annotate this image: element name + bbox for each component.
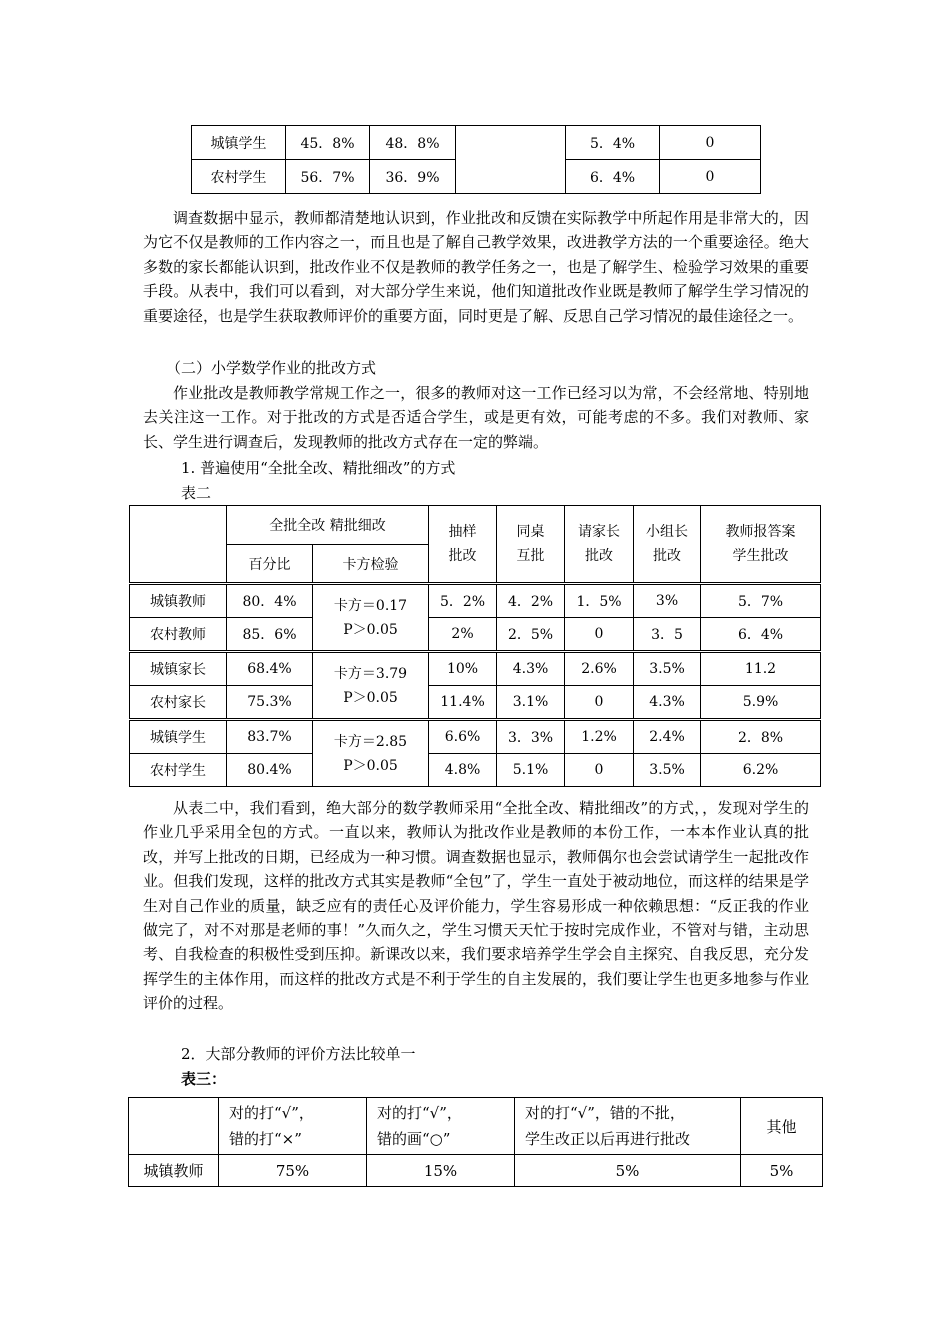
list-item-1: 1. 普遍使用“全批全改、精批细改”的方式 <box>181 459 456 477</box>
header-other: 其他 <box>741 1098 823 1155</box>
header-parent: 请家长 批改 <box>565 506 634 584</box>
table-1-continuation <box>191 125 761 194</box>
cell: 11.2 <box>701 652 821 686</box>
empty-merged-cell <box>456 126 566 194</box>
header-desk: 同桌 互批 <box>497 506 565 584</box>
table-row <box>129 1155 823 1187</box>
table-header-row <box>129 1098 823 1155</box>
cell: 80．4% <box>227 584 313 618</box>
cell: 83.7% <box>227 720 313 754</box>
cell: 48．8% <box>370 126 456 160</box>
cell: 68.4% <box>227 652 313 686</box>
list-item-2: 2．大部分教师的评价方法比较单一 <box>181 1045 416 1063</box>
cell: 36．9% <box>370 160 456 194</box>
paragraph-grading-methods: 作业批改是教师教学常规工作之一，很多的教师对这一工作已经习以为常，不会经常地、特别地去关注这一工作。对于批改的方式是否适合学生，或是更有效，可能考虑的不多。我们对教师、家长、学生进行调查后，发现教师的批改方式存在一定的弊端。 <box>143 384 809 451</box>
header-group: 全批全改 精批细改 <box>227 506 429 545</box>
table-row <box>130 652 821 686</box>
header-method-1: 对的打“√”， 错的打“×” <box>219 1098 367 1155</box>
cell: 2.6% <box>565 652 634 686</box>
row-label: 农村家长 <box>130 686 227 720</box>
cell: 75.3% <box>227 686 313 720</box>
cell: 15% <box>367 1155 515 1187</box>
cell: 6．4% <box>566 160 660 194</box>
cell: 5．4% <box>566 126 660 160</box>
header-method-3: 对的打“√”，错的不批， 学生改正以后再进行批改 <box>515 1098 741 1155</box>
header-leader: 小组长 批改 <box>634 506 701 584</box>
table-row <box>192 126 761 160</box>
row-label: 农村学生 <box>130 754 227 787</box>
row-label: 农村学生 <box>192 160 286 194</box>
cell: 5．2% <box>429 584 497 618</box>
cell: 5% <box>741 1155 823 1187</box>
cell: 2．5% <box>497 618 565 652</box>
table-row <box>130 686 821 720</box>
cell: 5.1% <box>497 754 565 787</box>
cell: 0 <box>565 754 634 787</box>
chi-square-cell: 卡方＝3.79 P＞0.05 <box>313 652 429 720</box>
cell: 10% <box>429 652 497 686</box>
table-2-caption: 表二 <box>181 484 212 502</box>
cell: 2% <box>429 618 497 652</box>
corner-cell <box>129 1098 219 1155</box>
cell: 3．5 <box>634 618 701 652</box>
table-2 <box>129 505 821 787</box>
cell: 5.9% <box>701 686 821 720</box>
row-label: 城镇学生 <box>192 126 286 160</box>
cell: 0 <box>565 686 634 720</box>
row-label: 城镇教师 <box>130 584 227 618</box>
cell: 11.4% <box>429 686 497 720</box>
cell: 4.3% <box>634 686 701 720</box>
header-sample: 抽样 批改 <box>429 506 497 584</box>
table-row <box>130 720 821 754</box>
header-chi: 卡方检验 <box>313 545 429 584</box>
cell: 1．5% <box>565 584 634 618</box>
table-row <box>130 584 821 618</box>
cell: 6.2% <box>701 754 821 787</box>
cell: 0 <box>565 618 634 652</box>
paragraph-analysis: 从表二中，我们看到，绝大部分的数学教师采用“全批全改、精批细改”的方式，，发现对学生的作业几乎采用全包的方式。一直以来，教师认为批改作业是教师的本份工作，一本本作业认真的批改，并写上批改的日期，已经成为一种习惯。调查数据也显示，教师偶尔也会尝试请学生一起批改作业。但我们发现，这样的批改方式其实是教师“全包”了，学生一直处于被动地位，而这样的结果是学生对自己作业的质量，缺乏应有的责任心及评价能力，学生容易形成一种依赖思想：“反正我的作业做完了，对不对那是老师的事！”久而久之，学生习惯天天忙于按时完成作业，不管对与错，主动思考、自我检查的积极性受到压抑。新课改以来，我们要求培养学生学会自主探究、自我反思，充分发挥学生的主体作用，而这样的批改方式是不利于学生的自主发展的，我们要让学生也更多地参与作业评价的过程。 <box>143 799 809 1013</box>
cell: 4.8% <box>429 754 497 787</box>
cell: 3．3% <box>497 720 565 754</box>
chi-square-cell: 卡方＝0.17 P＞0.05 <box>313 584 429 652</box>
chi-square-cell: 卡方＝2.85 P＞0.05 <box>313 720 429 787</box>
paragraph-survey-findings: 调查数据中显示，教师都清楚地认识到，作业批改和反馈在实际教学中所起作用是非常大的，因为它不仅是教师的工作内容之一，而且也是了解自己教学效果，改进教学方法的一个重要途径。绝大多数的家长都能认识到，批改作业不仅是教师的教学任务之一，也是了解学生、检验学习效果的重要手段。从表中，我们可以看到，对大部分学生来说，他们知道批改作业既是教师了解学生学习情况的重要途径，也是学生获取教师评价的重要方面，同时更是了解、反思自己学习情况的最佳途径之一。 <box>143 209 809 325</box>
cell: 1.2% <box>565 720 634 754</box>
section-heading-2: （二）小学数学作业的批改方式 <box>166 359 377 377</box>
cell: 75% <box>219 1155 367 1187</box>
cell: 0 <box>660 126 761 160</box>
cell: 3.1% <box>497 686 565 720</box>
cell: 5．7% <box>701 584 821 618</box>
cell: 56．7% <box>286 160 370 194</box>
cell: 3.5% <box>634 652 701 686</box>
cell: 2．8% <box>701 720 821 754</box>
cell: 4．2% <box>497 584 565 618</box>
cell: 4.3% <box>497 652 565 686</box>
cell: 6．4% <box>701 618 821 652</box>
cell: 3.5% <box>634 754 701 787</box>
cell: 0 <box>660 160 761 194</box>
cell: 6.6% <box>429 720 497 754</box>
table-row <box>130 754 821 787</box>
row-label: 城镇家长 <box>130 652 227 686</box>
row-label: 城镇教师 <box>129 1155 219 1187</box>
cell: 5% <box>515 1155 741 1187</box>
header-teacher: 教师报答案 学生批改 <box>701 506 821 584</box>
header-pct: 百分比 <box>227 545 313 584</box>
cell: 3% <box>634 584 701 618</box>
cell: 80.4% <box>227 754 313 787</box>
corner-cell <box>130 506 227 584</box>
table-row <box>130 618 821 652</box>
row-label: 农村教师 <box>130 618 227 652</box>
header-method-2: 对的打“√”， 错的画“○” <box>367 1098 515 1155</box>
table-3-caption: 表三： <box>181 1070 227 1088</box>
cell: 45．8% <box>286 126 370 160</box>
cell: 85．6% <box>227 618 313 652</box>
table-header-row <box>130 506 821 545</box>
cell: 2.4% <box>634 720 701 754</box>
table-3 <box>128 1097 823 1187</box>
row-label: 城镇学生 <box>130 720 227 754</box>
